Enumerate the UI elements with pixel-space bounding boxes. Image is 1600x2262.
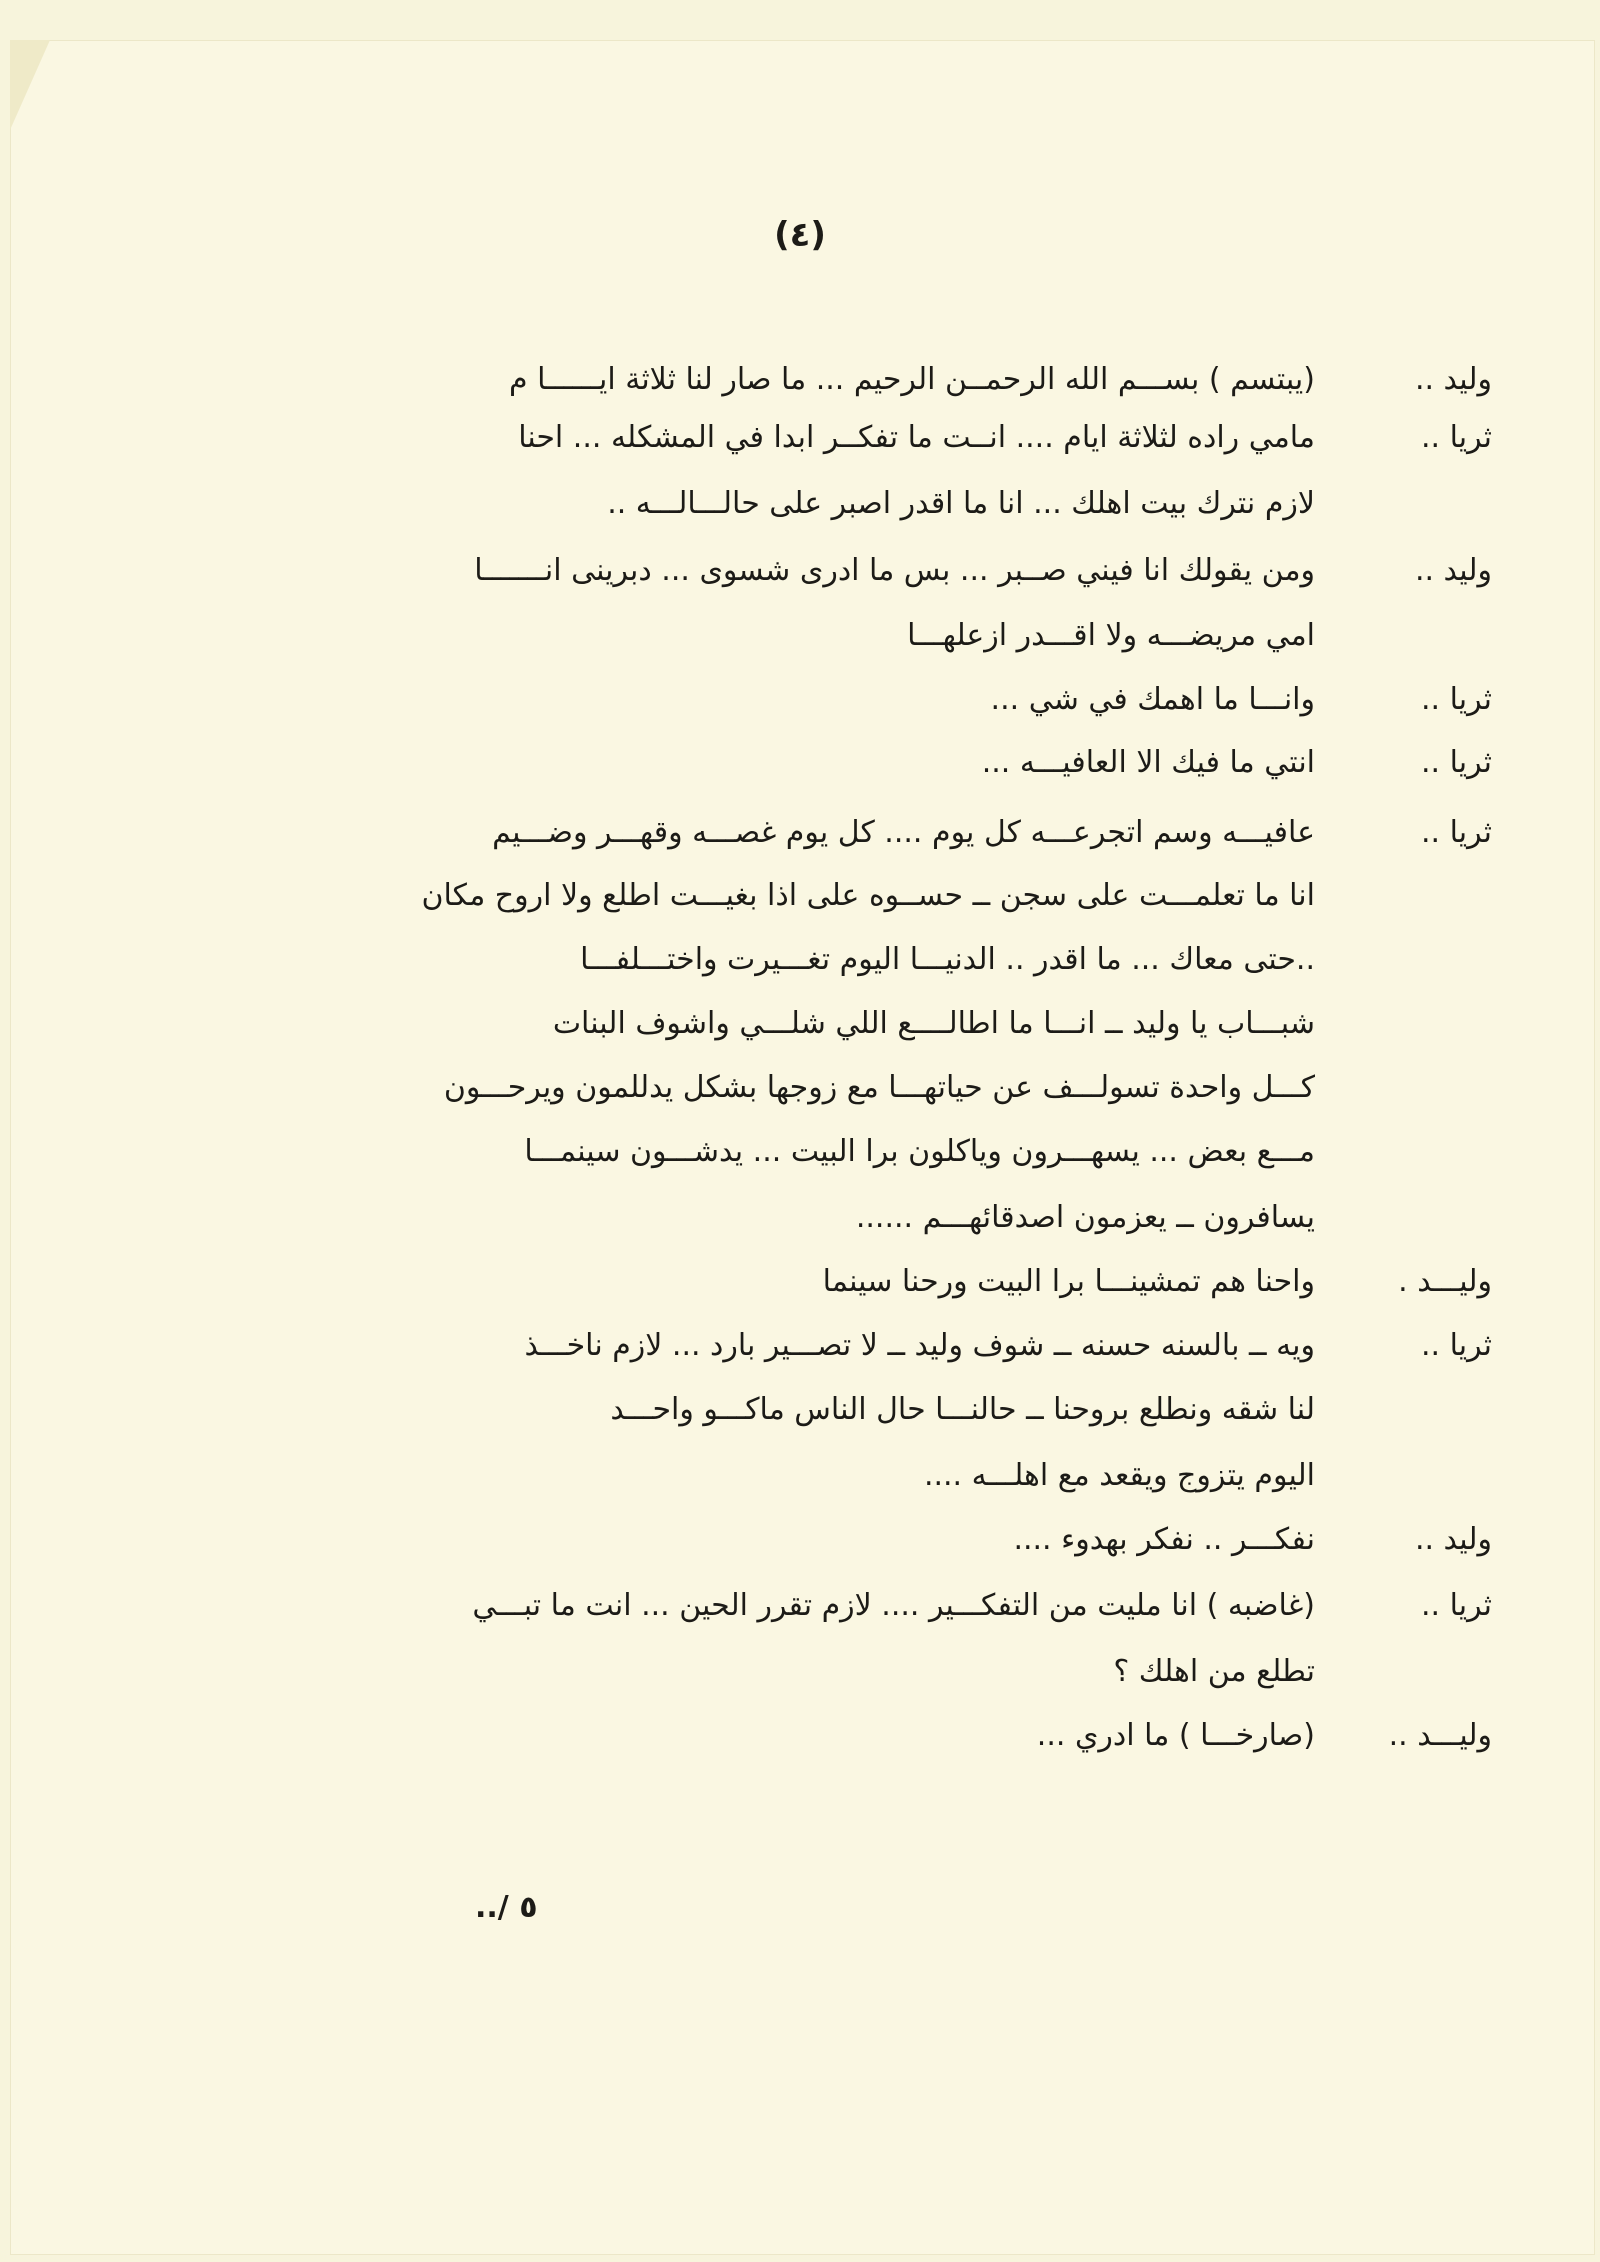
speaker-label: وليد .. [1414, 1522, 1492, 1557]
dialogue-line: (صارخـــا ) ما ادري ... [1036, 1718, 1315, 1753]
speaker-label: وليـــد .. [1388, 1718, 1492, 1753]
dialogue-line: عافيـــه وسم اتجرعـــه كل يوم .... كل يوم غصـــه وقهـــر وضـــيم [492, 815, 1315, 850]
speaker-label: وليد .. [1414, 362, 1492, 397]
dialogue-line: امي مريضـــه ولا اقـــدر ازعلهـــا [907, 618, 1315, 653]
dialogue-line: كـــل واحدة تسولـــف عن حياتهـــا مع زوجها بشكل يدللمون ويرحـــون [443, 1070, 1315, 1105]
dialogue-line: ..حتى معاك ... ما اقدر .. الدنيـــا اليوم تغـــيرت واختـــلفـــا [580, 942, 1315, 977]
dialogue-line: ومن يقولك انا فيني صــبر ... بس ما ادرى شسوى ... دبرينى انـــــــا [474, 553, 1315, 588]
dialogue-line: يسافرون ــ يعزمون اصدقائهـــم ...... [855, 1200, 1315, 1235]
dialogue-line: (غاضبه ) انا مليت من التفكـــير .... لازم تقرر الحين ... انت ما تبـــي [472, 1588, 1315, 1623]
dialogue-line: لازم نترك بيت اهلك ... انا ما اقدر اصبر على حالـــالـــه .. [607, 486, 1315, 521]
dialogue-line: انا ما تعلمـــت على سجن ــ حســوه على اذا بغيـــت اطلع ولا اروح مكان [421, 878, 1315, 913]
speaker-label: وليـــد . [1398, 1264, 1492, 1299]
dialogue-line: (يبتسم ) بســـم الله الرحمــن الرحيم ... ما صار لنا ثلاثة ايــــــا م [509, 362, 1315, 397]
dialogue-line: واحنا هم تمشينـــا برا البيت ورحنا سينما [822, 1264, 1315, 1299]
speaker-label: ثريا .. [1420, 815, 1492, 850]
speaker-label: ثريا .. [1420, 1588, 1492, 1623]
dialogue-line: شبـــاب يا وليد ــ انـــا ما اطالــــع اللي شلـــي واشوف البنات [552, 1006, 1315, 1041]
dialogue-line: ويه ــ بالسنه حسنه ــ شوف وليد ــ لا تصـــير بارد ... لازم ناخـــذ [524, 1328, 1315, 1363]
dialogue-line: مـــع بعض ... يسهـــرون وياكلون برا البيت ... يدشـــون سينمـــا [524, 1134, 1315, 1169]
speaker-label: ثريا .. [1420, 420, 1492, 455]
page-number: (٤) [774, 215, 826, 255]
dialogue-line: مامي راده لثلاثة ايام .... انــت ما تفكــر ابدا في المشكله ... احنا [518, 420, 1315, 455]
dialogue-line: تطلع من اهلك ؟ [1113, 1654, 1315, 1689]
speaker-label: ثريا .. [1420, 682, 1492, 717]
dialogue-line: اليوم يتزوج ويقعد مع اهلـــه .... [923, 1458, 1315, 1493]
speaker-label: ثريا .. [1420, 1328, 1492, 1363]
continuation-marker: ../ ٥ [475, 1890, 538, 1925]
dialogue-line: لنا شقه ونطلع بروحنا ــ حالنـــا حال الناس ماكـــو واحـــد [610, 1392, 1315, 1427]
dialogue-line: نفكـــر .. نفكر بهدوء .... [1013, 1522, 1315, 1557]
speaker-label: ثريا .. [1420, 745, 1492, 780]
dialogue-line: انتي ما فيك الا العافيـــه ... [981, 745, 1315, 780]
speaker-label: وليد .. [1414, 553, 1492, 588]
dialogue-line: وانـــا ما اهمك في شي ... [990, 682, 1315, 717]
